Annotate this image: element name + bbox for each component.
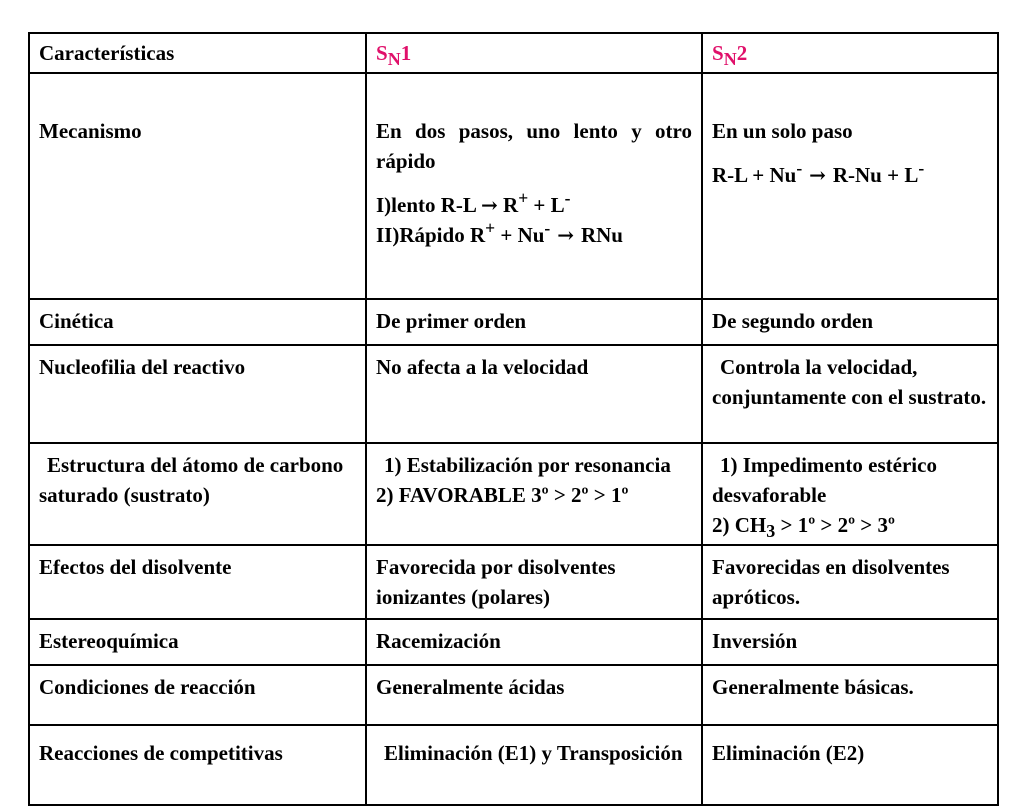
sn2-competitivas: Eliminación (E2) bbox=[702, 725, 998, 805]
sn1-mecanismo-text: En dos pasos, uno lento y otro rápido bbox=[376, 119, 692, 173]
sn1-step2: II)Rápido R+ + Nu- → RNu bbox=[376, 218, 623, 247]
sn1-step1: I)lento R-L → R+ + L- bbox=[376, 188, 571, 217]
label-estructura bbox=[29, 443, 366, 545]
comparison-table bbox=[28, 32, 999, 806]
sn1-disolvente: Favorecida por disolventes ionizantes (polares) bbox=[366, 545, 702, 619]
label-nucleofilia: Nucleofilia del reactivo bbox=[29, 345, 366, 443]
row-condiciones bbox=[29, 665, 998, 725]
sn1-nucleofilia: No afecta a la velocidad bbox=[366, 345, 702, 443]
label-cinetica: Cinética bbox=[29, 299, 366, 345]
row-nucleofilia bbox=[29, 345, 998, 443]
sn2-condiciones: Generalmente básicas. bbox=[702, 665, 998, 725]
sn2-estructura-l2: 2) $CH_3$ > 1º > 2º > 3º bbox=[712, 513, 895, 542]
row-competitivas bbox=[29, 725, 998, 805]
label-disolvente: Efectos del disolvente bbox=[29, 545, 366, 619]
sn2-nucleofilia-text: Controla la velocidad, conjuntamente con el sustrato. bbox=[712, 355, 987, 409]
label-mecanismo: Mecanismo bbox=[29, 73, 366, 299]
sn2-estructura-l1: 1) Impedimento estérico desvaforable bbox=[712, 453, 937, 507]
sn2-mecanismo-text: En un solo paso bbox=[712, 119, 853, 143]
sn2-nucleofilia bbox=[702, 345, 998, 443]
header-sn1: $S_N1$ bbox=[366, 33, 702, 73]
sn1-estructura-l1: 1) Estabilización por resonancia bbox=[384, 453, 671, 477]
sn2-disolvente: Favorecidas en disolventes apróticos. bbox=[702, 545, 998, 619]
row-disolvente bbox=[29, 545, 998, 619]
label-competitivas: Reacciones de competitivas bbox=[29, 725, 366, 805]
row-cinetica bbox=[29, 299, 998, 345]
sn1-competitivas bbox=[366, 725, 702, 805]
arrow-icon: → bbox=[550, 223, 581, 247]
row-mecanismo bbox=[29, 73, 998, 299]
sn2-cinetica: De segundo orden bbox=[702, 299, 998, 345]
sn1-estructura-l2: 2) FAVORABLE 3º > 2º > 1º bbox=[376, 483, 629, 507]
row-estructura bbox=[29, 443, 998, 545]
header-caracteristicas: Características bbox=[29, 33, 366, 73]
arrow-icon: → bbox=[481, 193, 498, 217]
sn1-condiciones: Generalmente ácidas bbox=[366, 665, 702, 725]
sn1-competitivas-text: Eliminación (E1) y Transposición bbox=[384, 741, 683, 765]
sn1-cinetica: De primer orden bbox=[366, 299, 702, 345]
label-condiciones: Condiciones de reacción bbox=[29, 665, 366, 725]
sn2-mecanismo bbox=[702, 73, 998, 299]
arrow-icon: → bbox=[802, 163, 833, 187]
sn2-estereoquimica: Inversión bbox=[702, 619, 998, 665]
sn1-mecanismo bbox=[366, 73, 702, 299]
label-estereoquimica: Estereoquímica bbox=[29, 619, 366, 665]
label-estructura-text: Estructura del átomo de carbono saturado (sustrato) bbox=[39, 453, 344, 507]
sn2-estructura bbox=[702, 443, 998, 545]
sn1-estereoquimica: Racemización bbox=[366, 619, 702, 665]
sn1-estructura bbox=[366, 443, 702, 545]
header-row bbox=[29, 33, 998, 73]
row-estereoquimica bbox=[29, 619, 998, 665]
sn2-equation: R-L + Nu- → R-Nu + L- bbox=[712, 158, 925, 187]
header-sn2: $S_N2$ bbox=[702, 33, 998, 73]
